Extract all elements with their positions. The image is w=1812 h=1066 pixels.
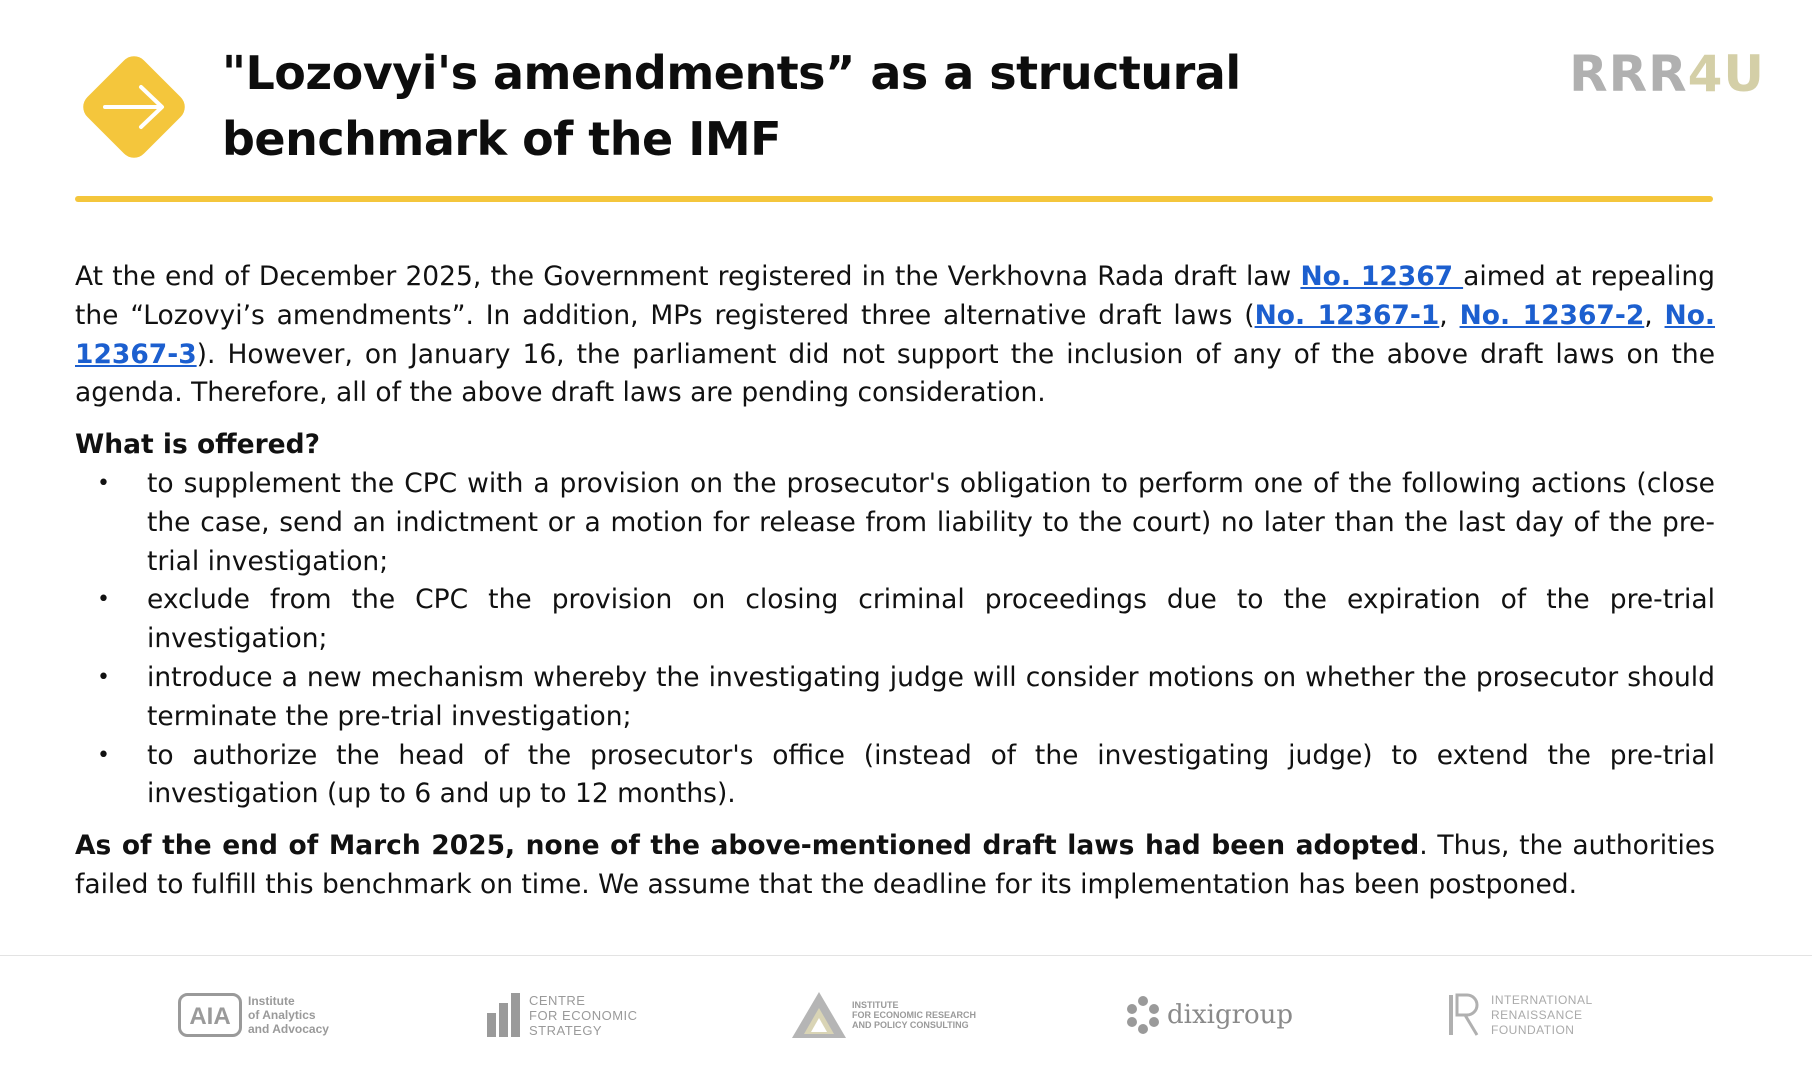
aia-logo-text: AIA	[189, 1003, 231, 1030]
list-item-text: to authorize the head of the prosecutor's office (instead of the investigating judge) to extend the pre-trial investigation (up to 6 and up to 12 months).	[147, 739, 1715, 810]
intro-text-2: aimed at repealing the “Lozovyi’s amendments”. In addition, MPs registered three alternative draft laws (	[75, 261, 1715, 331]
list-item-text: introduce a new mechanism whereby the investigating judge will consider motions on whether the prosecutor should terminate the pre-trial investigation;	[147, 661, 1715, 732]
arrow-right-diamond-icon	[75, 48, 193, 166]
page-title	[222, 40, 1322, 172]
main-content	[75, 258, 1715, 905]
conclusion-paragraph	[75, 827, 1715, 905]
brand-logo-main: RRR	[1569, 45, 1688, 103]
partner-logo-ier	[790, 985, 976, 1045]
title-line-1: "Lozovyi's amendments” as a structural	[222, 46, 1241, 100]
partner-logo-ces	[485, 985, 638, 1045]
slide-header	[75, 40, 1765, 190]
partner-name: INTERNATIONAL RENAISSANCE FOUNDATION	[1491, 992, 1593, 1037]
partner-logo-aia	[178, 985, 329, 1045]
intro-paragraph	[75, 258, 1715, 413]
aia-logo-icon	[178, 993, 242, 1037]
partner-name: Institute of Analytics and Advocacy	[248, 994, 329, 1036]
list-item	[75, 581, 1715, 659]
conclusion-text: . Thus, the authorities failed to fulfill this benchmark on time. We assume that the deadline for its implementation has been postponed.	[75, 830, 1715, 900]
intro-text-3: ). However, on January 16, the parliament did not support the inclusion of any of the above draft laws on the agenda. Therefore, all of the above draft laws are pending consideration.	[75, 338, 1715, 409]
draft-law-12367-3-link[interactable]: No. 12367-3	[75, 299, 1715, 370]
bullet-icon: •	[97, 470, 110, 496]
proposals-list	[75, 465, 1715, 814]
intro-text-1: At the end of December 2025, the Government registered in the Verkhovna Rada draft law	[75, 261, 1301, 292]
triangle-logo-icon	[790, 990, 848, 1040]
intro-separator-2: ,	[1644, 299, 1665, 331]
partner-name: dixigroup	[1167, 1000, 1294, 1030]
draft-law-12367-1-link[interactable]: No. 12367-1	[1254, 299, 1440, 331]
section-subheading: What is offered?	[75, 429, 320, 461]
partner-name: INSTITUTE FOR ECONOMIC RESEARCH AND POLICY CONSULTING	[852, 1000, 977, 1030]
partner-logos-footer	[0, 985, 1812, 1055]
brand-logo	[1569, 45, 1765, 103]
bullet-icon: •	[97, 587, 110, 613]
list-item	[75, 659, 1715, 737]
brand-logo-accent: 4U	[1687, 45, 1765, 103]
footer-divider	[0, 955, 1812, 956]
draft-law-12367-2-link[interactable]: No. 12367-2	[1459, 299, 1645, 331]
bullet-icon: •	[97, 664, 110, 690]
draft-law-12367-link[interactable]: No. 12367	[1300, 261, 1464, 292]
irf-logo-icon	[1447, 993, 1481, 1037]
list-item	[75, 465, 1715, 581]
list-item	[75, 737, 1715, 815]
header-divider	[75, 196, 1713, 202]
partner-logo-dixigroup	[1125, 985, 1293, 1045]
partner-logo-irf	[1447, 985, 1593, 1045]
dixigroup-logo-icon	[1125, 995, 1161, 1035]
partner-name: CENTRE FOR ECONOMIC STRATEGY	[529, 992, 638, 1038]
intro-separator-1: ,	[1439, 299, 1460, 331]
list-item-text: to supplement the CPC with a provision on the prosecutor's obligation to perform one of the following actions (close the case, send an indictment or a motion for release from liability to the court) no later than the last day of the pre-trial investigation;	[147, 467, 1715, 577]
list-item-text: exclude from the CPC the provision on closing criminal proceedings due to the expiration of the pre-trial investigation;	[147, 584, 1715, 655]
bar-chart-icon	[485, 991, 523, 1039]
title-line-2: benchmark of the IMF	[222, 112, 782, 166]
conclusion-bold-text: As of the end of March 2025, none of the above-mentioned draft laws had been adopted	[75, 830, 1420, 862]
bullet-icon: •	[97, 742, 110, 768]
